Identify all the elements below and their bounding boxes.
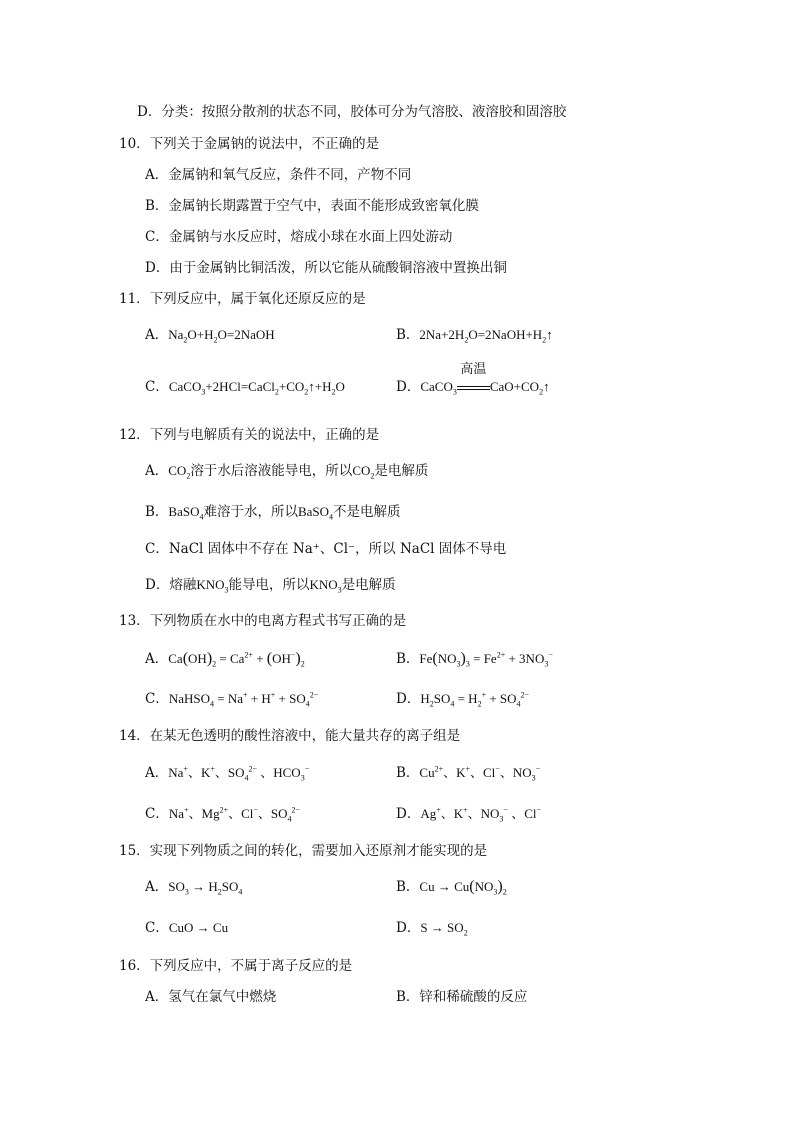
option-label: D． xyxy=(396,691,421,707)
q12-stem: 12．下列与电解质有关的说法中，正确的是 xyxy=(119,427,380,443)
option-label: C． xyxy=(145,920,169,936)
conversion: CuO → Cu xyxy=(168,920,229,935)
q11-stem: 11．下列反应中，属于氧化还原反应的是 xyxy=(119,291,366,307)
conversion: $Cu \to Cu(NO_3)_2$ xyxy=(419,878,507,897)
option-label: A． xyxy=(145,765,169,781)
option-text: 溶于水后溶液能导电，所以 xyxy=(190,463,353,479)
equation: CaCO$_3$ 高温 $CaO+CO_2↑$ xyxy=(420,362,550,397)
conversion: $SO_3 \to H_2SO_4$ xyxy=(168,879,243,897)
q12-option-a xyxy=(145,462,428,480)
option-text: 是电解质 xyxy=(341,577,396,593)
option-text: 熔融 xyxy=(169,577,197,593)
formula: $KNO_3$ xyxy=(309,577,342,595)
equation: NaHSO$_4$ = $Na^+ + H^+ + SO_4^{2-}$ xyxy=(168,690,319,709)
q13-option-a xyxy=(145,650,305,668)
option-label: A． xyxy=(145,879,169,895)
condition-label: 高温 xyxy=(460,362,487,377)
q11-option-a xyxy=(145,326,275,344)
equation: $Ca(OH)_2 = Ca^{2+} + (OH^-)_2$ xyxy=(168,650,305,669)
q14-option-d xyxy=(396,805,541,823)
q12-option-d xyxy=(145,576,396,594)
q11-option-d xyxy=(396,362,550,397)
option-label: A． xyxy=(145,651,169,667)
q14-option-c xyxy=(145,805,300,823)
q14-option-a xyxy=(145,764,309,782)
option-label: D． xyxy=(396,920,421,936)
formula: BaSO$_4$ xyxy=(297,504,334,522)
option-text: 是电解质 xyxy=(374,463,429,479)
formula: BaSO$_4$ xyxy=(168,504,204,522)
ion-group: Na+、$Mg^{2+}$、Cl−、$SO_4^{2-}$ xyxy=(168,805,301,824)
option-label: C． xyxy=(145,806,169,822)
option-text: 能导电，所以 xyxy=(228,577,310,593)
option-text: 不是电解质 xyxy=(333,504,401,520)
q12-option-b xyxy=(145,503,401,521)
option-label: B． xyxy=(396,765,420,781)
q15-option-a xyxy=(145,878,242,896)
formula: $CO_2$ xyxy=(352,463,375,481)
ion-group: Ag+、K+、$NO_3^-$ 、Cl− xyxy=(420,805,541,824)
formula: $CO_2$ xyxy=(168,463,191,481)
ion-group: Na+、K+、$SO_4^{2-}$ 、$HCO_3^-$ xyxy=(168,764,310,783)
q12-option-c: C．NaCl 固体中不存在 Na⁺、Cl⁻，所以 NaCl 固体不导电 xyxy=(145,541,507,557)
q10-stem: 10．下列关于金属钠的说法中，不正确的是 xyxy=(119,136,380,152)
q14-option-b xyxy=(396,764,540,782)
option-label: B． xyxy=(396,327,420,343)
q10-option-c: C．金属钠与水反应时，熔成小球在水面上四处游动 xyxy=(145,229,453,245)
option-label: B． xyxy=(145,504,169,520)
q16-option-b: B．锌和稀硫酸的反应 xyxy=(396,989,528,1005)
option-label: A． xyxy=(145,463,169,479)
option-label: D． xyxy=(145,577,170,593)
option-label: D． xyxy=(396,379,421,395)
conversion: $S \to SO_2$ xyxy=(420,920,468,938)
q16-stem: 16．下列反应中，不属于离子反应的是 xyxy=(119,958,353,974)
formula: $KNO_3$ xyxy=(196,577,229,595)
q15-option-c xyxy=(145,919,228,937)
option-text: 难溶于水，所以 xyxy=(203,504,298,520)
q15-option-d xyxy=(396,919,468,937)
q10-option-a: A．金属钠和氧气反应，条件不同，产物不同 xyxy=(145,167,412,183)
q13-option-b xyxy=(396,650,553,668)
q9-option-d: D．分类：按照分散剂的状态不同，胶体可分为气溶胶、液溶胶和固溶胶 xyxy=(137,104,567,120)
equation: $H_2SO_4 = H_2^+ + SO_4^{2-}$ xyxy=(420,690,530,709)
equation: $Fe(NO_3)_3 = Fe^{2+} + 3NO_3^-$ xyxy=(419,650,553,669)
ion-group: $Cu^{2+}$、K+、Cl−、$NO_3^-$ xyxy=(419,764,541,783)
high-temperature-equals-sign xyxy=(457,362,490,396)
equation: $CaCO_3+2HCl=CaCl_2+CO_2↑+H_2O$ xyxy=(168,379,345,397)
option-label: B． xyxy=(396,651,420,667)
q10-option-d: D．由于金属钠比铜活泼，所以它能从硫酸铜溶液中置换出铜 xyxy=(145,260,507,276)
option-label: D． xyxy=(396,806,421,822)
q11-option-c xyxy=(145,378,345,396)
equation: $2Na+2H_2O=2NaOH+H_2↑$ xyxy=(419,327,553,345)
q15-stem: 15．实现下列物质之间的转化，需要加入还原剂才能实现的是 xyxy=(119,843,488,859)
q13-stem: 13．下列物质在水中的电离方程式书写正确的是 xyxy=(119,613,407,629)
q10-option-b: B．金属钠长期露置于空气中，表面不能形成致密氧化膜 xyxy=(145,198,479,214)
equation: $Na_2O+H_2O=2NaOH$ xyxy=(168,327,275,345)
option-label: C． xyxy=(145,379,169,395)
option-label: C． xyxy=(145,691,169,707)
q11-option-b xyxy=(396,326,553,344)
q13-option-d xyxy=(396,690,529,708)
q16-option-a: A．氢气在氯气中燃烧 xyxy=(145,989,277,1005)
option-label: B． xyxy=(396,879,420,895)
q14-stem: 14．在某无色透明的酸性溶液中，能大量共存的离子组是 xyxy=(119,728,461,744)
option-label: A． xyxy=(145,327,169,343)
q13-option-c xyxy=(145,690,318,708)
q15-option-b xyxy=(396,878,507,896)
